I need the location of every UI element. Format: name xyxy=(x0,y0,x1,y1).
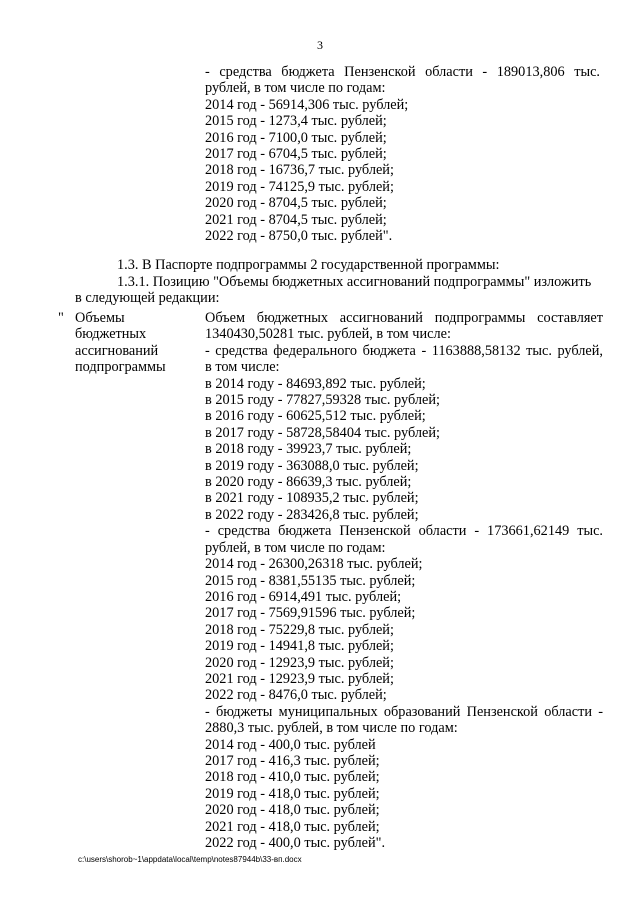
value-line: в 2022 году - 283426,8 тыс. рублей; xyxy=(205,506,419,523)
section-1-3-1-line2: в следующей редакции: xyxy=(75,290,220,307)
value-line: в 2014 году - 84693,892 тыс. рублей; xyxy=(205,375,426,392)
value-line: в том числе: xyxy=(205,359,280,376)
text-line: рублей, в том числе по годам: xyxy=(205,80,386,97)
text-line: 2020 год - 8704,5 тыс. рублей; xyxy=(205,195,387,212)
value-line: 2020 год - 418,0 тыс. рублей; xyxy=(205,802,380,819)
text-line: 2014 год - 56914,306 тыс. рублей; xyxy=(205,96,409,113)
open-quote: " xyxy=(58,310,64,326)
value-line: 2017 год - 416,3 тыс. рублей; xyxy=(205,752,380,769)
value-line: 2021 год - 12923,9 тыс. рублей; xyxy=(205,670,394,687)
text-line: 2016 год - 7100,0 тыс. рублей; xyxy=(205,129,387,146)
page-number: 3 xyxy=(317,38,323,52)
section-1-3-1-line1: 1.3.1. Позицию "Объемы бюджетных ассигнований подпрограммы" изложить xyxy=(117,274,592,290)
value-line: 2019 год - 14941,8 тыс. рублей; xyxy=(205,638,394,655)
value-line: 2021 год - 418,0 тыс. рублей; xyxy=(205,818,380,835)
value-line: рублей, в том числе по годам: xyxy=(205,539,386,556)
value-line: 2014 год - 400,0 тыс. рублей xyxy=(205,736,376,753)
value-line: 2016 год - 6914,491 тыс. рублей; xyxy=(205,588,402,605)
value-line: 2018 год - 75229,8 тыс. рублей; xyxy=(205,621,394,638)
value-line: 2020 год - 12923,9 тыс. рублей; xyxy=(205,654,394,671)
value-line: 2014 год - 26300,26318 тыс. рублей; xyxy=(205,556,423,573)
section-1-3 xyxy=(75,257,600,273)
value-line: - бюджеты муниципальных образований Пензенской области - xyxy=(205,703,603,720)
file-path-footer: c:\users\shorob~1\appdata\local\temp\notes87944b\33-вп.docx xyxy=(78,855,302,864)
value-line: 2018 год - 410,0 тыс. рублей; xyxy=(205,769,380,786)
value-line: 2880,3 тыс. рублей, в том числе по годам: xyxy=(205,720,458,737)
value-line: 2015 год - 8381,55135 тыс. рублей; xyxy=(205,572,416,589)
section-1-3-1 xyxy=(75,274,600,307)
text-line: - средства бюджета Пензенской области - 189013,806 тыс. xyxy=(205,64,600,80)
value-line: 1340430,50281 тыс. рублей, в том числе: xyxy=(205,326,451,343)
value-line: в 2017 году - 58728,58404 тыс. рублей; xyxy=(205,424,440,441)
label-line: бюджетных xyxy=(75,326,147,343)
value-line: - средства федерального бюджета - 1163888,58132 тыс. рублей, xyxy=(205,342,603,359)
label-line: ассигнований xyxy=(75,342,159,359)
text-line: 2015 год - 1273,4 тыс. рублей; xyxy=(205,113,387,130)
value-line: 2019 год - 418,0 тыс. рублей; xyxy=(205,785,380,802)
value-line: 2022 год - 8476,0 тыс. рублей; xyxy=(205,687,387,704)
label-line: Объемы xyxy=(75,310,125,326)
text-line: 2018 год - 16736,7 тыс. рублей; xyxy=(205,162,394,179)
value-line: - средства бюджета Пензенской области - 173661,62149 тыс. xyxy=(205,523,603,540)
value-line: в 2019 году - 363088,0 тыс. рублей; xyxy=(205,457,419,474)
text-line: 2022 год - 8750,0 тыс. рублей". xyxy=(205,228,393,245)
value-line: в 2016 году - 60625,512 тыс. рублей; xyxy=(205,408,426,425)
text-line: 2017 год - 6704,5 тыс. рублей; xyxy=(205,146,387,163)
value-line: в 2018 году - 39923,7 тыс. рублей; xyxy=(205,441,412,458)
top-funding-block xyxy=(205,64,600,244)
text-line: 2021 год - 8704,5 тыс. рублей; xyxy=(205,211,387,228)
section-1-3-text: 1.3. В Паспорте подпрограммы 2 государственной программы: xyxy=(117,257,500,273)
value-line: в 2015 году - 77827,59328 тыс. рублей; xyxy=(205,392,440,409)
table-value-cell xyxy=(205,310,603,851)
label-line: подпрограммы xyxy=(75,359,166,376)
value-line: 2017 год - 7569,91596 тыс. рублей; xyxy=(205,605,416,622)
text-line: 2019 год - 74125,9 тыс. рублей; xyxy=(205,178,394,195)
value-line: в 2021 году - 108935,2 тыс. рублей; xyxy=(205,490,419,507)
value-line: Объем бюджетных ассигнований подпрограммы составляет xyxy=(205,310,603,326)
value-line: в 2020 году - 86639,3 тыс. рублей; xyxy=(205,474,412,491)
value-line: 2022 год - 400,0 тыс. рублей". xyxy=(205,835,386,851)
table-label-cell xyxy=(75,310,200,376)
